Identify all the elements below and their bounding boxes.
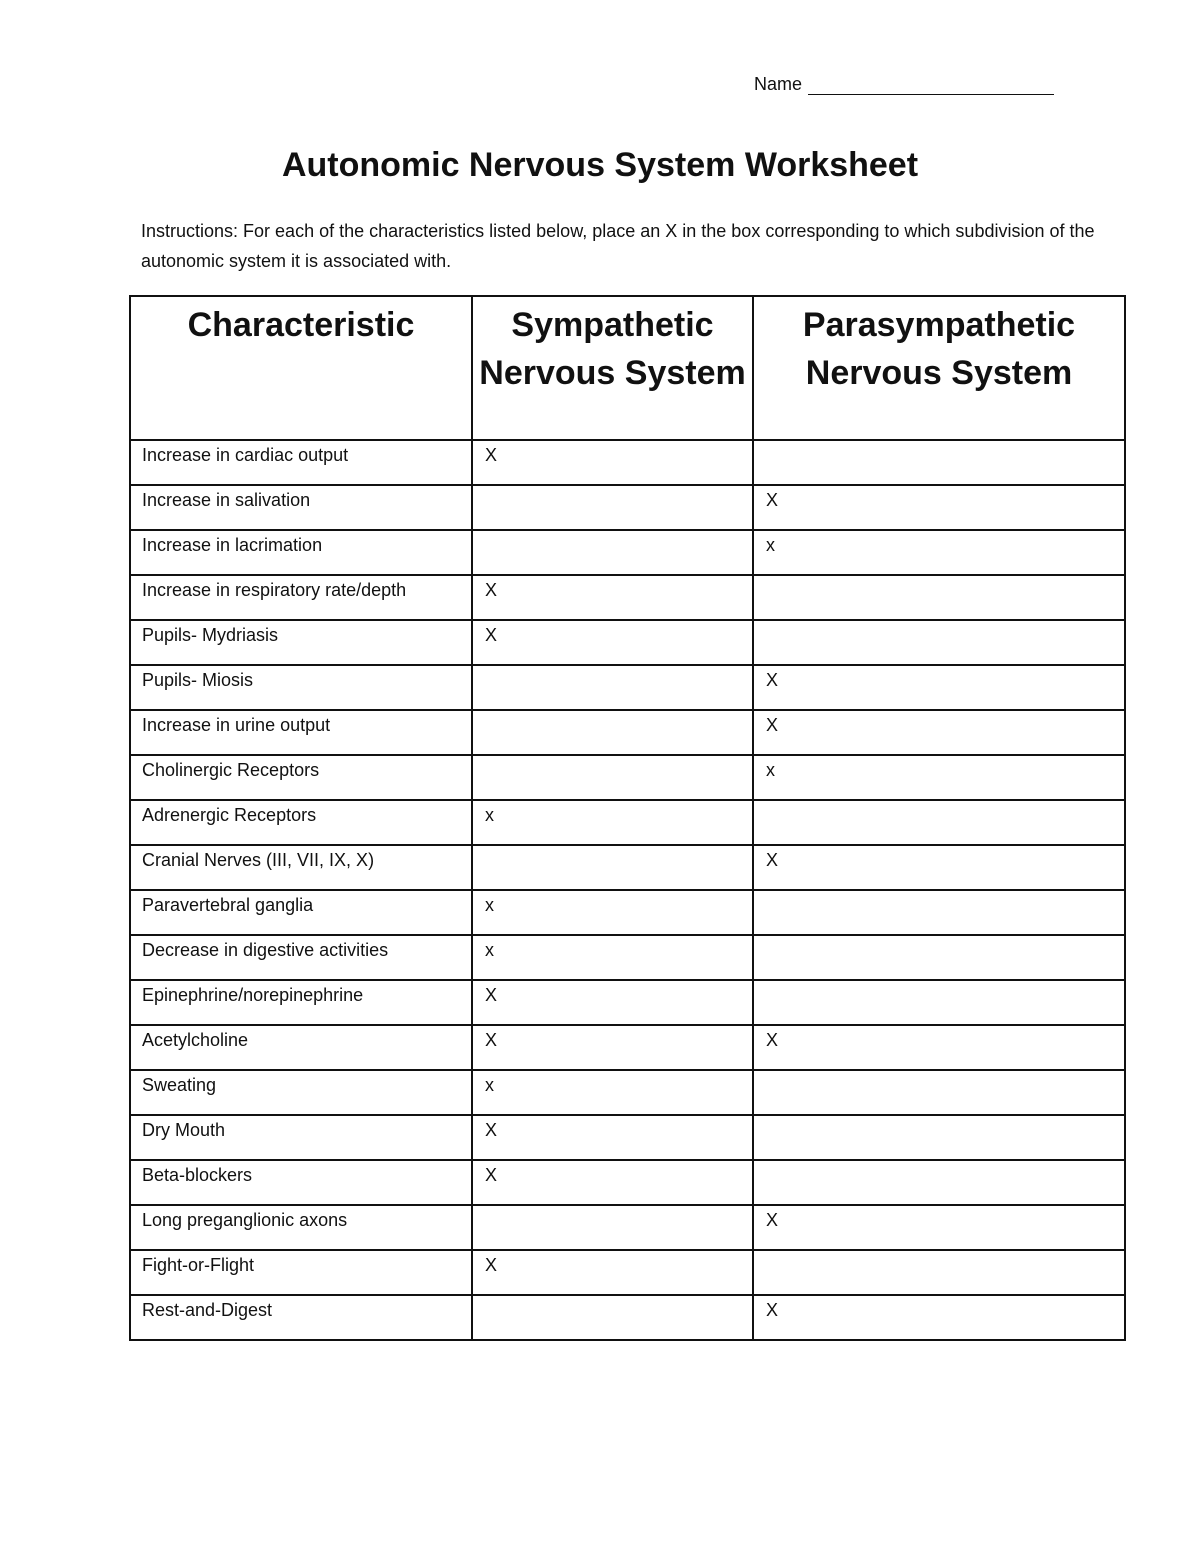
characteristic-cell: Pupils- Mydriasis <box>130 620 472 665</box>
table-row <box>130 710 1125 755</box>
sympathetic-mark-cell[interactable] <box>472 485 753 530</box>
characteristic-cell: Decrease in digestive activities <box>130 935 472 980</box>
parasympathetic-mark-cell[interactable]: X <box>753 1295 1125 1340</box>
parasympathetic-mark-cell[interactable] <box>753 440 1125 485</box>
sympathetic-mark-cell[interactable]: x <box>472 890 753 935</box>
table-row <box>130 1115 1125 1160</box>
sympathetic-mark-cell[interactable]: X <box>472 980 753 1025</box>
sympathetic-mark-cell[interactable]: x <box>472 935 753 980</box>
sympathetic-mark-cell[interactable] <box>472 1205 753 1250</box>
parasympathetic-mark-cell[interactable]: x <box>753 530 1125 575</box>
characteristic-cell: Beta-blockers <box>130 1160 472 1205</box>
sympathetic-mark-cell[interactable]: X <box>472 620 753 665</box>
sympathetic-mark-cell[interactable] <box>472 845 753 890</box>
characteristic-cell: Increase in urine output <box>130 710 472 755</box>
characteristic-cell: Epinephrine/norepinephrine <box>130 980 472 1025</box>
table-row <box>130 1205 1125 1250</box>
column-header-characteristic: Characteristic <box>130 296 472 440</box>
parasympathetic-mark-cell[interactable] <box>753 1070 1125 1115</box>
sympathetic-mark-cell[interactable] <box>472 710 753 755</box>
sympathetic-mark-cell[interactable]: X <box>472 575 753 620</box>
parasympathetic-mark-cell[interactable]: x <box>753 755 1125 800</box>
parasympathetic-mark-cell[interactable]: X <box>753 1025 1125 1070</box>
parasympathetic-mark-cell[interactable] <box>753 1115 1125 1160</box>
table-row <box>130 620 1125 665</box>
characteristic-cell: Increase in salivation <box>130 485 472 530</box>
characteristic-cell: Adrenergic Receptors <box>130 800 472 845</box>
table-row <box>130 1025 1125 1070</box>
sympathetic-mark-cell[interactable] <box>472 755 753 800</box>
parasympathetic-mark-cell[interactable] <box>753 890 1125 935</box>
characteristic-cell: Fight-or-Flight <box>130 1250 472 1295</box>
parasympathetic-mark-cell[interactable]: X <box>753 1205 1125 1250</box>
worksheet-table <box>129 295 1126 1341</box>
sympathetic-mark-cell[interactable]: X <box>472 1160 753 1205</box>
sympathetic-mark-cell[interactable]: X <box>472 440 753 485</box>
column-header-parasympathetic: Parasympathetic Nervous System <box>753 296 1125 440</box>
table-row <box>130 1295 1125 1340</box>
table-row <box>130 845 1125 890</box>
name-label: Name <box>754 74 803 94</box>
column-header-sympathetic: Sympathetic Nervous System <box>472 296 753 440</box>
table-row <box>130 1160 1125 1205</box>
characteristic-cell: Cranial Nerves (III, VII, IX, X) <box>130 845 472 890</box>
characteristic-cell: Increase in lacrimation <box>130 530 472 575</box>
sympathetic-mark-cell[interactable]: X <box>472 1115 753 1160</box>
table-row <box>130 800 1125 845</box>
characteristic-cell: Dry Mouth <box>130 1115 472 1160</box>
table-row <box>130 980 1125 1025</box>
table-row <box>130 935 1125 980</box>
table-row <box>130 755 1125 800</box>
table-row <box>130 1070 1125 1115</box>
characteristic-cell: Increase in respiratory rate/depth <box>130 575 472 620</box>
table-row <box>130 890 1125 935</box>
sympathetic-mark-cell[interactable] <box>472 530 753 575</box>
name-field <box>754 74 1054 95</box>
table-row <box>130 530 1125 575</box>
sympathetic-mark-cell[interactable] <box>472 1295 753 1340</box>
parasympathetic-mark-cell[interactable] <box>753 935 1125 980</box>
sympathetic-mark-cell[interactable]: X <box>472 1250 753 1295</box>
instructions-text: Instructions: For each of the characteristics listed below, place an X in the box corresponding to which subdivision of the autonomic system it is associated with. <box>141 221 1095 271</box>
parasympathetic-mark-cell[interactable] <box>753 620 1125 665</box>
characteristic-cell: Acetylcholine <box>130 1025 472 1070</box>
sympathetic-mark-cell[interactable]: x <box>472 1070 753 1115</box>
characteristic-cell: Rest-and-Digest <box>130 1295 472 1340</box>
characteristic-cell: Pupils- Miosis <box>130 665 472 710</box>
parasympathetic-mark-cell[interactable] <box>753 980 1125 1025</box>
parasympathetic-mark-cell[interactable]: X <box>753 710 1125 755</box>
sympathetic-mark-cell[interactable] <box>472 665 753 710</box>
parasympathetic-mark-cell[interactable] <box>753 1160 1125 1205</box>
sympathetic-mark-cell[interactable]: X <box>472 1025 753 1070</box>
characteristic-cell: Increase in cardiac output <box>130 440 472 485</box>
parasympathetic-mark-cell[interactable] <box>753 575 1125 620</box>
name-blank-line[interactable] <box>808 74 1054 95</box>
parasympathetic-mark-cell[interactable]: X <box>753 665 1125 710</box>
parasympathetic-mark-cell[interactable] <box>753 1250 1125 1295</box>
table-row <box>130 440 1125 485</box>
characteristic-cell: Long preganglionic axons <box>130 1205 472 1250</box>
characteristic-cell: Paravertebral ganglia <box>130 890 472 935</box>
page-title: Autonomic Nervous System Worksheet <box>281 146 919 184</box>
characteristic-cell: Sweating <box>130 1070 472 1115</box>
parasympathetic-mark-cell[interactable] <box>753 800 1125 845</box>
parasympathetic-mark-cell[interactable]: X <box>753 485 1125 530</box>
table-row <box>130 665 1125 710</box>
table-row <box>130 1250 1125 1295</box>
table-row <box>130 485 1125 530</box>
parasympathetic-mark-cell[interactable]: X <box>753 845 1125 890</box>
sympathetic-mark-cell[interactable]: x <box>472 800 753 845</box>
characteristic-cell: Cholinergic Receptors <box>130 755 472 800</box>
table-row <box>130 575 1125 620</box>
table-header-row <box>130 296 1125 440</box>
